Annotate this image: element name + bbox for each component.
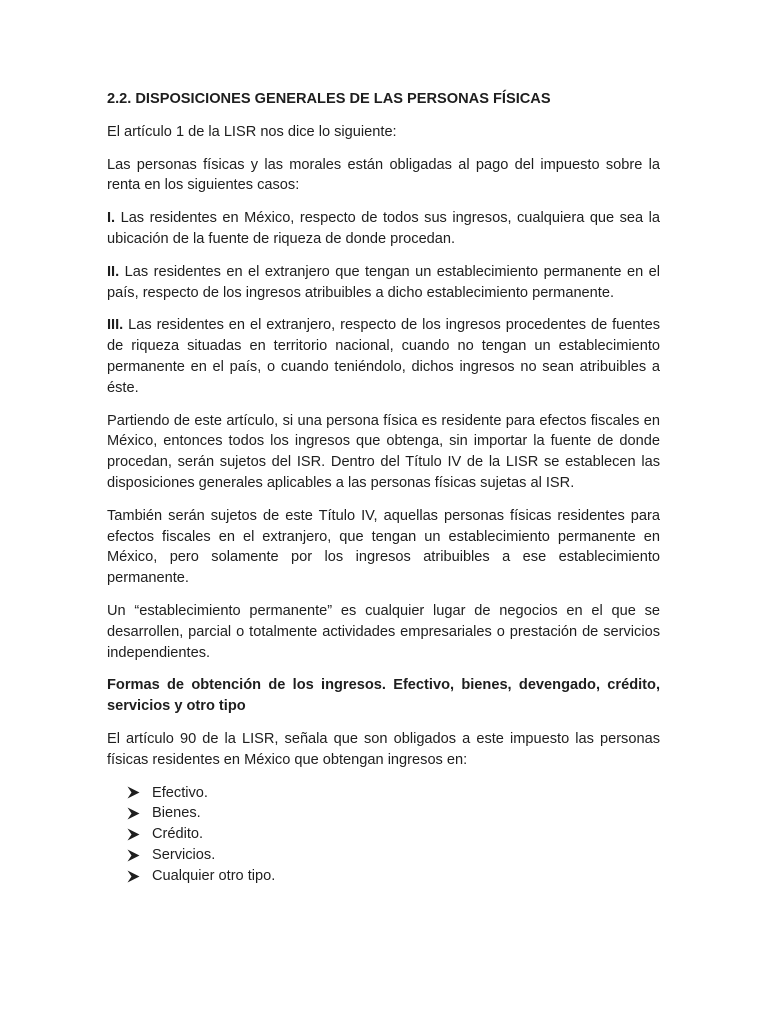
section-title: 2.2. DISPOSICIONES GENERALES DE LAS PERSONAS FÍSICAS (107, 91, 551, 107)
arrowhead-bullet-icon (127, 870, 152, 883)
list-item (127, 866, 660, 887)
case-paragraph-2 (107, 262, 660, 304)
case-paragraph-1 (107, 208, 660, 250)
case-number: II. (107, 263, 120, 280)
document-page (107, 89, 660, 887)
list-item-label: Servicios. (152, 846, 216, 863)
arrowhead-bullet-icon (127, 807, 152, 820)
list-item-label: Bienes. (152, 805, 201, 822)
arrowhead-bullet-icon (127, 828, 152, 841)
case-text: Las residentes en el extranjero, respecto de los ingresos procedentes de fuentes de riqueza situadas en territorio nacional, cuando no tengan un establecimiento permanente en el país, o cuando teniéndolo, dichos ingresos no sean atribuibles a éste. (107, 317, 660, 396)
list-item-label: Efectivo. (152, 784, 208, 801)
list-item (127, 824, 660, 845)
income-forms-list (107, 783, 660, 887)
foreign-residents-paragraph: También serán sujetos de este Título IV, aquellas personas físicas residentes para efectos fiscales en el extranjero, que tengan un establecimiento permanente en México, pero solamente por los ingresos atribuibles a ese establecimiento permanente. (107, 507, 660, 587)
case-text: Las residentes en el extranjero que tengan un establecimiento permanente en el país, respecto de los ingresos atribuibles a dicho establecimiento permanente. (107, 263, 660, 301)
arrowhead-bullet-icon (127, 786, 152, 799)
income-forms-heading: Formas de obtención de los ingresos. Efectivo, bienes, devengado, crédito, servicios y otro tipo (107, 677, 660, 715)
case-paragraph-3 (107, 315, 660, 398)
list-item-label: Crédito. (152, 826, 204, 843)
list-item (127, 783, 660, 804)
obligation-paragraph: Las personas físicas y las morales están obligadas al pago del impuesto sobre la renta en los siguientes casos: (107, 156, 660, 194)
intro-paragraph: El artículo 1 de la LISR nos dice lo siguiente: (107, 123, 397, 140)
list-item (127, 803, 660, 824)
arrowhead-bullet-icon (127, 849, 152, 862)
case-number: I. (107, 210, 116, 227)
case-number: III. (107, 317, 124, 334)
definition-paragraph: Un “establecimiento permanente” es cualquier lugar de negocios en el que se desarrollen, parcial o totalmente actividades empresariales o prestación de servicios independientes. (107, 602, 660, 661)
list-item-label: Cualquier otro tipo. (152, 867, 276, 884)
list-item (127, 845, 660, 866)
article-90-paragraph: El artículo 90 de la LISR, señala que son obligados a este impuesto las personas físicas residentes en México que obtengan ingresos en: (107, 730, 660, 768)
residence-paragraph: Partiendo de este artículo, si una persona física es residente para efectos fiscales en México, entonces todos los ingresos que obtenga, sin importar la fuente de donde procedan, serán sujetos del ISR. Dentro del Título IV de la LISR se establecen las disposiciones generales aplicables a las personas físicas sujetas al ISR. (107, 412, 660, 491)
case-text: Las residentes en México, respecto de todos sus ingresos, cualquiera que sea la ubicación de la fuente de riqueza de donde procedan. (107, 210, 660, 247)
